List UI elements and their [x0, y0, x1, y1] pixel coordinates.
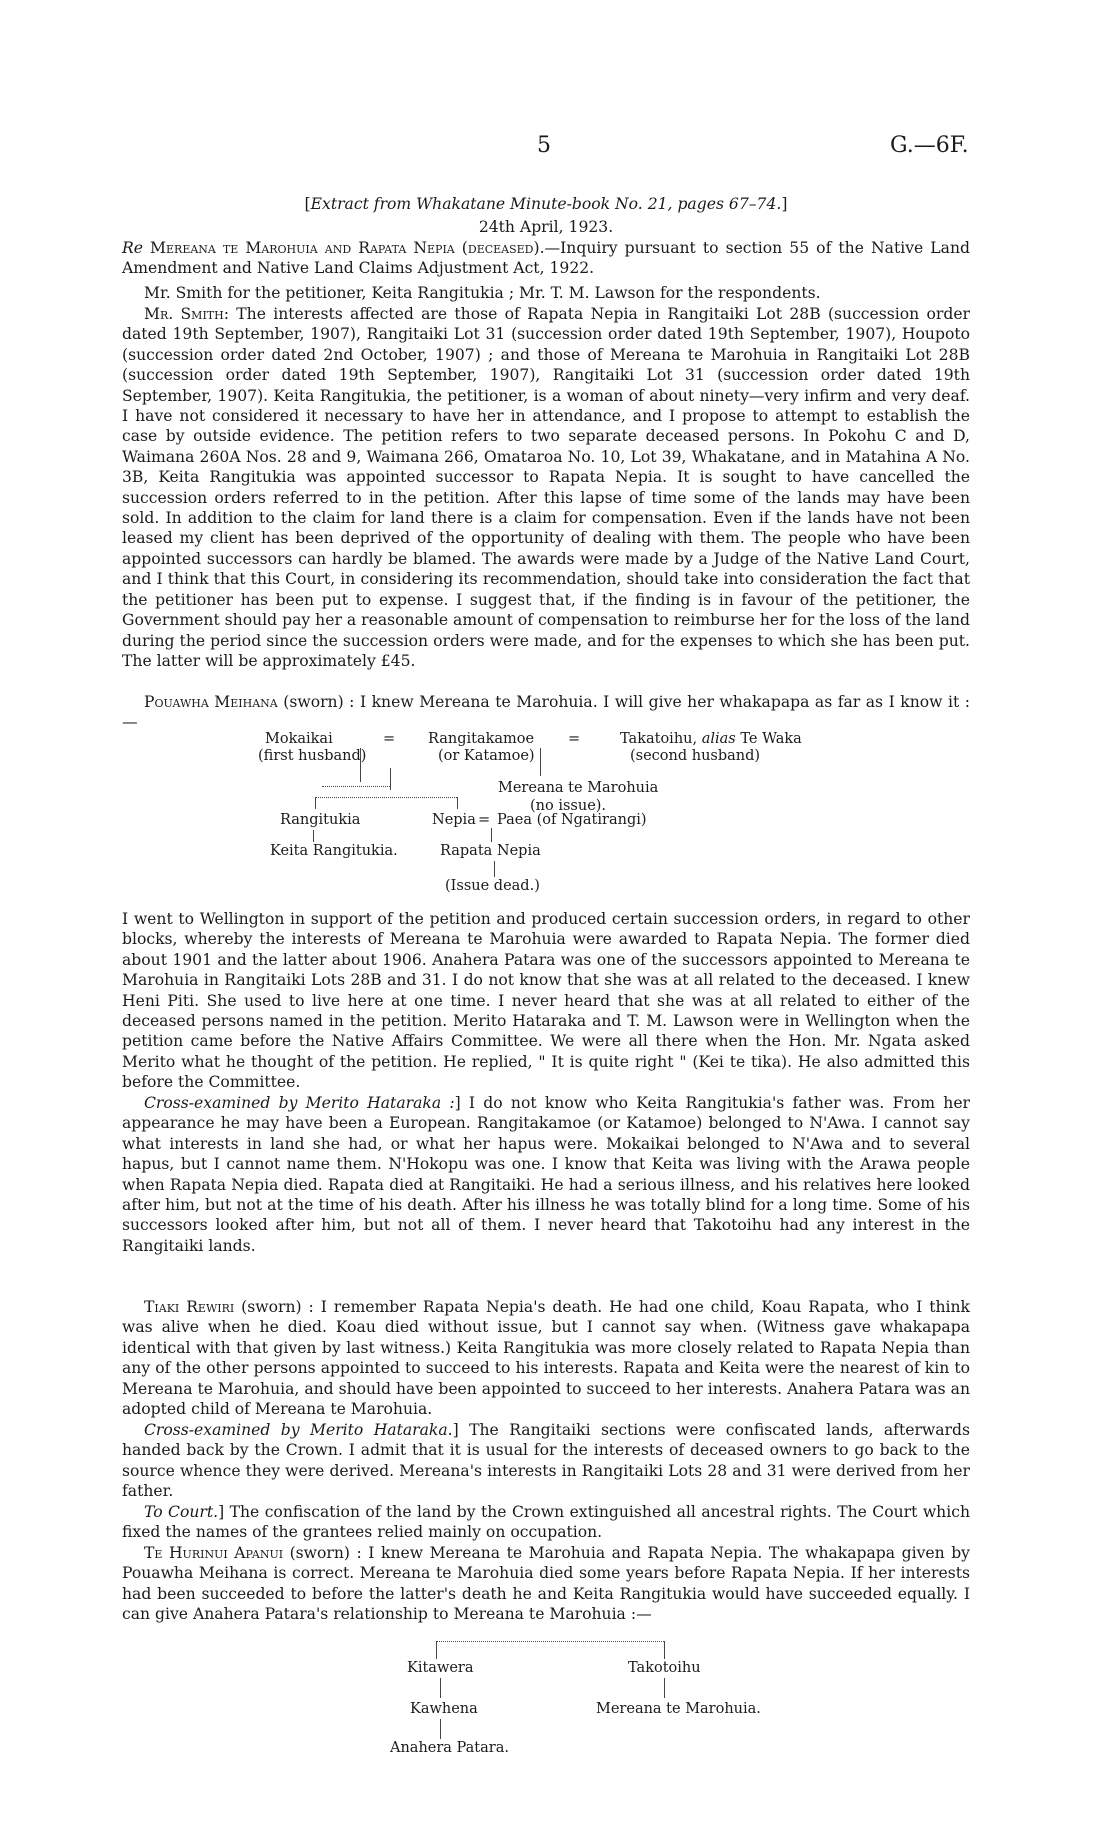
wellington-paragraph: I went to Wellington in support of the petition and produced certain succession orders, in regard to other blocks, whereby the interests of Mereana te Marohuia were awarded to Rapata Nepia. The former died about 1901 and the latter about 1906. Anahera Patara was one of the successors appointed to Mereana te Marohuia in Rangitaiki Lots 28B and 31. I do not know that she was at all related to the deceased. I knew Heni Piti. She used to live here at one time. I never heard that she was at all related to either of the deceased persons named in the petition. Merito Hataraka and T. M. Lawson were in Wellington when the petition came before the Native Affairs Committee. We were all there when the Hon. Mr. Ngata asked Merito what he thought of the petition. He replied, " It is quite right " (Kei te tika). He also admitted this before the Committee.	[122, 910, 970, 1092]
gen1-eq3: =	[478, 812, 491, 828]
gen1-issue-dead: (Issue dead.)	[445, 878, 540, 894]
gen1-eq1: =	[383, 731, 396, 747]
gen1-connector	[491, 828, 492, 842]
gen1-rangitakamoe-note: (or Katamoe)	[438, 748, 535, 764]
counsel-line: Mr. Smith for the petitioner, Keita Rangitukia ; Mr. T. M. Lawson for the respondents.	[144, 284, 821, 302]
gen2-connector	[440, 1719, 441, 1739]
gen2-kawhena: Kawhena	[410, 1701, 478, 1717]
smith-text: : The interests affected are those of Rapata Nepia in Rangitaiki Lot 28B (succession order dated 19th September, 1907), Rangitaiki Lot 31 (succession order dated 19th September, 1907), Houpoto (succession order dated 2nd October, 1907) ; and those of Mereana te Marohuia in Rangitaiki Lot 28B (succession order dated 19th September, 1907), Rangitaiki Lot 31 (succession order dated 19th September, 1907). Keita Rangitukia, the petitioner, is a woman of about ninety—very infirm and very deaf. I have not considered it necessary to have her in attendance, and I propose to attempt to establish the case by outside evidence. The petition refers to two separate deceased persons. In Pokohu C and D, Waimana 260A Nos. 28 and 9, Waimana 266, Omataroa No. 10, Lot 39, Whakatane, and in Matahina A No. 3B, Keita Rangitukia was appointed successor to Rapata Nepia. It is sought to have cancelled the succession orders referred to in the petition. After this lapse of time some of the lands may have been sold. In addition to the claim for land there is a claim for compensation. Even if the lands have not been leased my client has been deprived of the opportunity of dealing with them. The people who have been appointed successors can hardly be blamed. The awards were made by a Judge of the Native Land Court, and I think that this Court, in considering its recommendation, should take into consideration the fact that the petitioner has been put to expense. I suggest that, if the finding is in favour of the petitioner, the Government should pay her a reasonable amount of compensation to reimburse her for the loss of the land during the period since the succession orders were made, and for the expenses to which she has been put. The latter will be approximately £45.	[122, 305, 970, 670]
te-hurinui-speaker: Te Hurinui Apanui	[144, 1544, 284, 1562]
gen1-paea: Paea (of Ngatirangi)	[497, 812, 647, 828]
gen1-takatoihu: Takatoihu,	[620, 731, 698, 747]
te-hurinui-text: (sworn) : I knew Mereana te Marohuia and Rapata Nepia. The whakapapa given by Pouawha Meihana is correct. Mereana te Marohuia died some years before Rapata Nepia. If her interests had been succeeded to before the latter's death he and Keita Rangitukia would have succeeded equally. I can give Anahera Patara's relationship to Mereana te Marohuia :—	[122, 1544, 970, 1624]
extract-title	[122, 194, 970, 214]
gen1-connector	[540, 748, 541, 776]
gen1-connector	[457, 797, 458, 809]
gen2-anahera: Anahera Patara.	[390, 1740, 509, 1756]
gen1-nepia: Nepia	[432, 812, 476, 828]
te-hurinui-paragraph	[122, 1543, 970, 1625]
pouawha-paragraph	[122, 692, 970, 733]
gen1-mereana: Mereana te Marohuia	[498, 780, 659, 796]
cross-exam-1-paragraph	[122, 1093, 970, 1256]
cross-exam-2-label: Cross-examined by Merito Hataraka.	[144, 1421, 453, 1439]
to-court-text: ] The confiscation of the land by the Crown extinguished all ancestral rights. The Court which fixed the names of the grantees relied mainly on occupation.	[122, 1503, 970, 1542]
document-code: G.—6F.	[890, 133, 969, 158]
gen1-mokaikai: Mokaikai	[265, 731, 333, 747]
gen1-connector	[360, 748, 361, 782]
gen1-rangitakamoe: Rangitakamoe	[428, 731, 535, 747]
gen1-connector	[313, 830, 314, 842]
gen2-connector	[664, 1641, 665, 1659]
gen2-connector	[436, 1641, 437, 1659]
tiaki-text: (sworn) : I remember Rapata Nepia's death. He had one child, Koau Rapata, who I think was alive when he died. Koau died without issue, but I cannot say when. (Witness gave whakapapa identical with that given by last witness.) Keita Rangitukia was more closely related to Rapata Nepia than any of the other persons appointed to succeed to his interests. Rapata and Keita were the nearest of kin to Mereana te Marohuia, and should have been appointed to succeed to her interests. Anahera Patara was an adopted child of Mereana te Marohuia.	[122, 1298, 970, 1419]
cross-exam-2-paragraph	[122, 1420, 970, 1502]
gen1-alias: alias	[701, 731, 736, 747]
cross-exam-1-label: Cross-examined by Merito Hataraka :	[144, 1094, 455, 1112]
gen1-connector	[322, 786, 390, 787]
cross-exam-2-text: ] The Rangitaiki sections were confiscated lands, afterwards handed back by the Crown. I admit that it is usual for the interests of deceased owners to go back to the source whence they were derived. Mereana's interests in Rangitaiki Lots 28 and 31 were derived from her father.	[122, 1421, 970, 1501]
smith-speaker: Mr. Smith	[144, 305, 224, 323]
page-number: 5	[537, 133, 551, 158]
gen2-connector	[664, 1678, 665, 1698]
gen1-keita: Keita Rangitukia.	[270, 843, 398, 859]
re-names: Mereana te Marohuia and Rapata Nepia (deceased).	[150, 239, 545, 257]
extract-close-bracket: ]	[781, 195, 788, 213]
to-court-label: To Court.	[144, 1503, 219, 1521]
gen1-takatoihu-note: (second husband)	[630, 748, 761, 764]
extract-open-bracket: [	[304, 195, 311, 213]
gen1-no-issue: (no issue).	[530, 798, 607, 814]
re-rest: —Inquiry pursuant to section 55 of the Native Land Amendment and Native Land Claims Adjustment Act, 1922.	[122, 239, 970, 278]
gen2-takotoihu: Takotoihu	[628, 1660, 701, 1676]
gen1-eq2: =	[568, 731, 581, 747]
gen1-te-waka: Te Waka	[740, 731, 802, 747]
tiaki-paragraph	[122, 1297, 970, 1419]
to-court-paragraph	[122, 1502, 970, 1543]
re-word: Re	[122, 239, 143, 257]
gen2-connector	[436, 1641, 664, 1642]
tiaki-speaker: Tiaki Rewiri	[144, 1298, 235, 1316]
pouawha-speaker: Pouawha Meihana	[144, 693, 278, 711]
gen2-mereana: Mereana te Marohuia.	[596, 1701, 761, 1717]
cross-exam-1-text: ] I do not know who Keita Rangitukia's father was. From her appearance he may have been a European. Rangitakamoe (or Katamoe) belonged to N'Awa. I cannot say what interests in land she had, or what her hapus were. Mokaikai belonged to N'Awa and to several hapus, but I cannot name them. N'Hokopu was one. I know that Keita was living with the Arawa people when Rapata Nepia died. Rapata died at Rangitaiki. He had a serious illness, and his relatives here looked after him, but not at the time of his death. After his illness he was totally blind for a long time. Some of his successors looked after him, but not all of them. I never heard that Takotoihu had any interest in the Rangitaiki lands.	[122, 1094, 971, 1255]
gen1-connector	[390, 768, 391, 790]
gen1-takatoihu-line	[620, 731, 802, 748]
extract-title-text: Extract from Whakatane Minute-book No. 21, pages 67–74.	[310, 195, 782, 213]
gen1-rangitukia: Rangitukia	[280, 812, 361, 828]
gen2-connector	[440, 1678, 441, 1698]
gen1-connector	[315, 797, 316, 809]
gen1-rapata: Rapata Nepia	[440, 843, 541, 859]
extract-date: 24th April, 1923.	[478, 218, 614, 236]
re-line	[122, 238, 970, 279]
gen1-connector	[315, 797, 457, 798]
gen2-kitawera: Kitawera	[407, 1660, 474, 1676]
smith-paragraph	[122, 304, 970, 671]
gen1-mokaikai-note: (first husband)	[258, 748, 367, 764]
pouawha-text: (sworn) : I knew Mereana te Marohuia. I will give her whakapapa as far as I know it :—	[122, 693, 971, 732]
gen1-connector	[494, 861, 495, 877]
